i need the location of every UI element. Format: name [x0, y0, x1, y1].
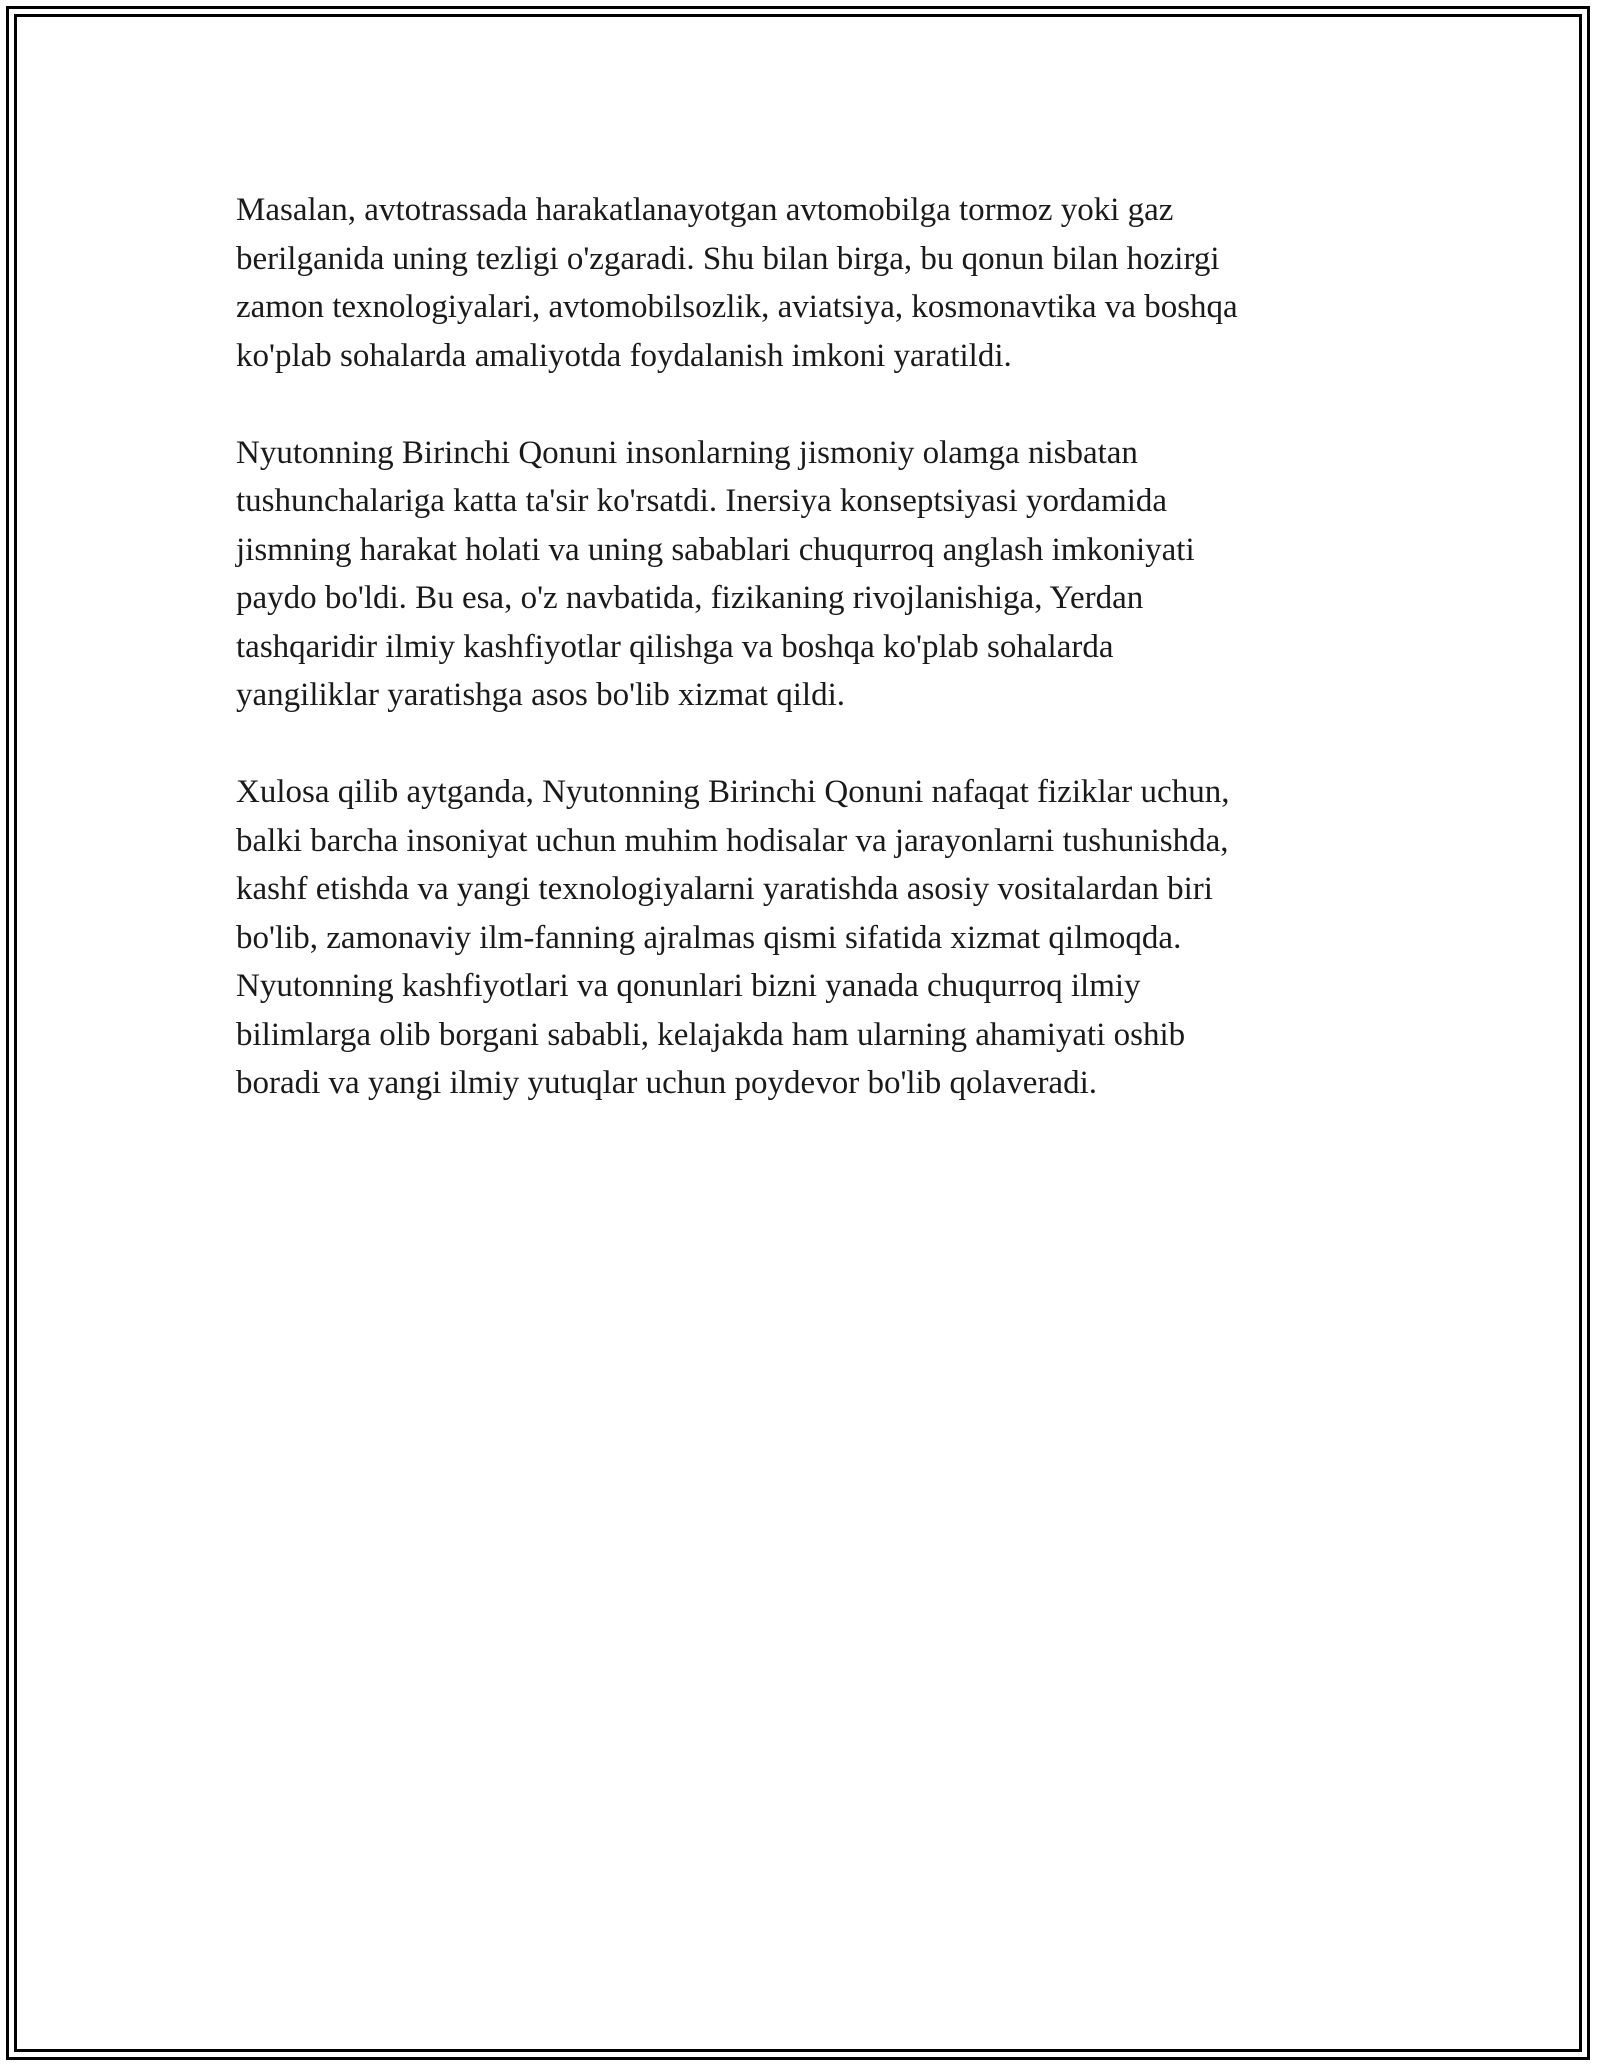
text-line: ko'plab sohalarda amaliyotda foydalanish imkoni yaratildi. — [236, 337, 1012, 374]
text-line: Nyutonning kashfiyotlari va qonunlari bizni yanada chuqurroq ilmiy — [236, 968, 1141, 1004]
text-line: paydo bo'ldi. Bu esa, o'z navbatida, fizikaning rivojlanishiga, Yerdan — [236, 580, 1144, 616]
text-line: tushunchalariga katta ta'sir ko'rsatdi. Inersiya konseptsiyasi yordamida — [236, 483, 1168, 519]
text-line: berilganida uning tezligi o'zgaradi. Shu bilan birga, bu qonun bilan hozirgi — [236, 240, 1220, 277]
text-line: Nyutonning Birinchi Qonuni insonlarning jismoniy olamga nisbatan — [236, 434, 1138, 471]
text-line: boradi va yangi ilmiy yutuqlar uchun poydevor bo'lib qolaveradi. — [236, 1065, 1097, 1101]
text-line: Masalan, avtotrassada harakatlanayotgan avtomobilga tormoz yoki gaz — [236, 192, 1174, 228]
paragraph-3 — [236, 768, 1386, 1108]
paragraph-1 — [236, 186, 1386, 380]
text-line: zamon texnologiyalari, avtomobilsozlik, aviatsiya, kosmonavtika va boshqa — [236, 289, 1238, 325]
text-line: bilimlarga olib borgani sababli, kelajakda ham ularning ahamiyati oshib — [236, 1016, 1186, 1053]
text-line: jismning harakat holati va uning sabablari chuqurroq anglash imkoniyati — [236, 531, 1195, 568]
paragraph-2 — [236, 429, 1386, 720]
text-line: balki barcha insoniyat uchun muhim hodisalar va jarayonlarni tushunishda, — [236, 822, 1229, 859]
text-line: Xulosa qilib aytganda, Nyutonning Birinchi Qonuni nafaqat fiziklar uchun, — [236, 774, 1230, 810]
text-line: kashf etishda va yangi texnologiyalarni yaratishda asosiy vositalardan biri — [236, 871, 1213, 907]
text-line: bo'lib, zamonaviy ilm-fanning ajralmas qismi sifatida xizmat qilmoqda. — [236, 919, 1182, 956]
text-line: tashqaridir ilmiy kashfiyotlar qilishga va boshqa ko'plab sohalarda — [236, 628, 1114, 665]
text-line: yangiliklar yaratishga asos bo'lib xizmat qildi. — [236, 677, 845, 713]
document-body — [236, 186, 1386, 1156]
